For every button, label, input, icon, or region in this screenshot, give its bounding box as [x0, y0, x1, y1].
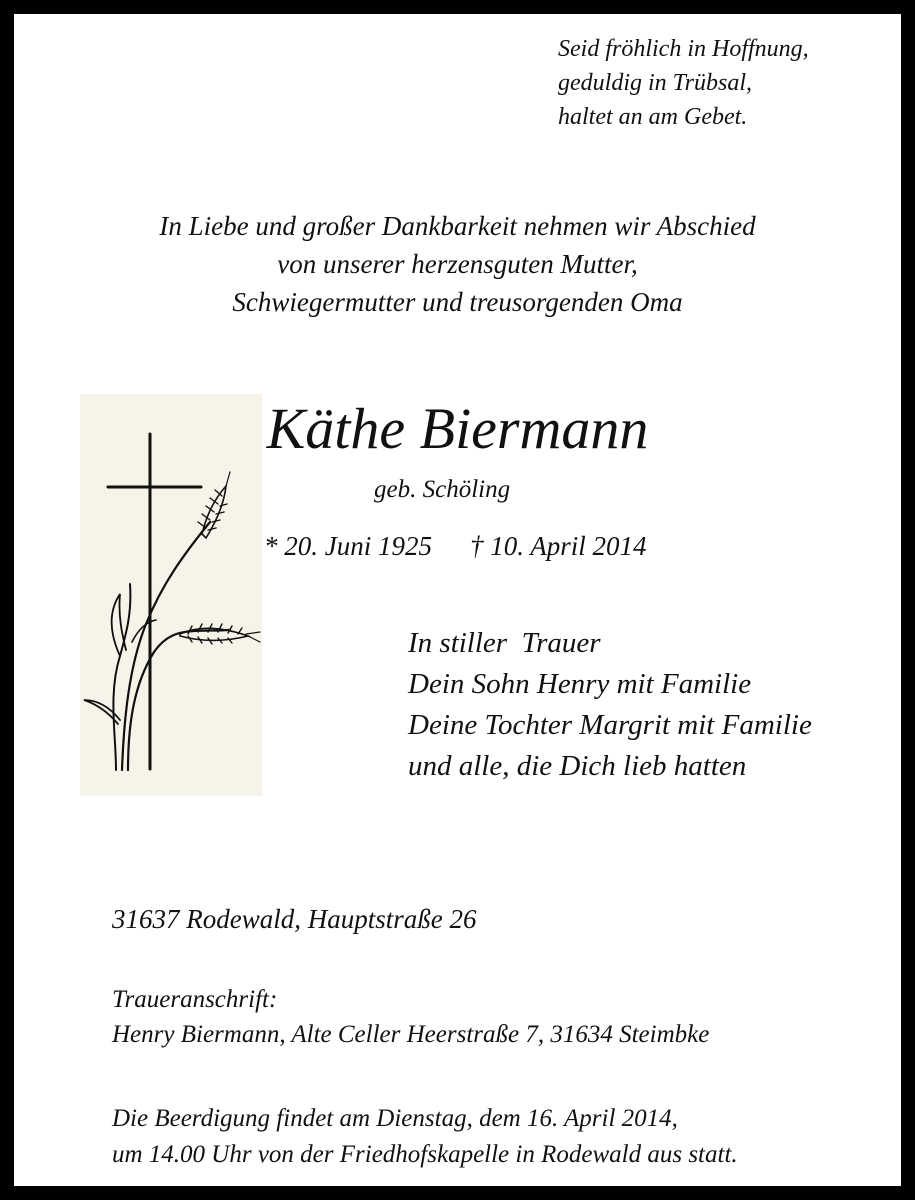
bible-verse: [558, 32, 809, 134]
obituary-notice: [14, 14, 901, 1186]
mourners-line: Deine Tochter Margrit mit Familie: [408, 709, 812, 741]
deceased-name: Käthe Biermann: [266, 396, 649, 461]
mourners-line: und alle, die Dich lieb hatten: [408, 750, 747, 782]
farewell-intro: [14, 207, 901, 321]
verse-line: haltet an am Gebet.: [558, 104, 748, 130]
death-date: † 10. April 2014: [470, 531, 647, 561]
mourning-address-value: Henry Biermann, Alte Celler Heerstraße 7, 31634 Steimbke: [112, 1021, 710, 1048]
mourning-address: [112, 982, 709, 1052]
intro-line: Schwiegermutter und treusorgenden Oma: [232, 287, 683, 317]
funeral-notice: [112, 1101, 738, 1173]
life-dates: [264, 528, 647, 564]
maiden-name: geb. Schöling: [374, 476, 511, 503]
birth-date: * 20. Juni 1925: [264, 531, 432, 561]
mourners-list: [408, 623, 812, 787]
intro-line: von unserer herzensguten Mutter,: [277, 249, 638, 279]
intro-line: In Liebe und großer Dankbarkeit nehmen wir Abschied: [159, 211, 756, 241]
funeral-line: um 14.00 Uhr von der Friedhofskapelle in Rodewald aus statt.: [112, 1141, 738, 1168]
mourners-line: Dein Sohn Henry mit Familie: [408, 668, 752, 700]
mourning-address-label: Traueranschrift:: [112, 986, 278, 1013]
home-address: 31637 Rodewald, Hauptstraße 26: [112, 904, 477, 934]
mourners-line: In stiller Trauer: [408, 627, 601, 659]
funeral-line: Die Beerdigung findet am Dienstag, dem 16. April 2014,: [112, 1105, 678, 1132]
verse-line: Seid fröhlich in Hoffnung,: [558, 36, 809, 62]
verse-line: geduldig in Trübsal,: [558, 70, 753, 96]
